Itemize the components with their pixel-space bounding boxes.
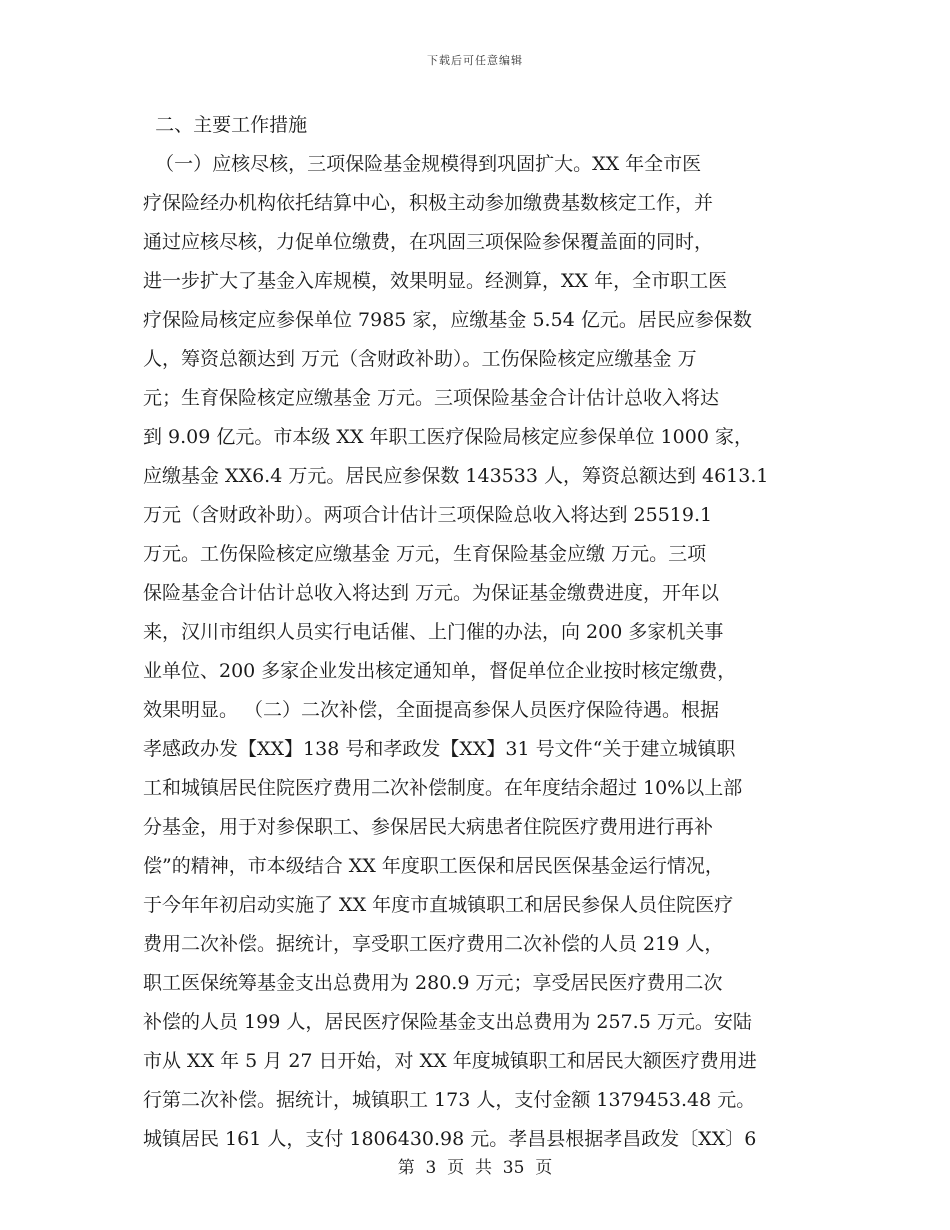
body-text-line: 费用二次补偿。据统计，享受职工医疗费用二次补偿的人员 219 人， [143, 933, 724, 955]
page-footer: 第 3 页 共 35 页 [397, 1158, 553, 1178]
body-text-line: 万元。工伤保险核定应缴基金 万元，生育保险基金应缴 万元。三项 [143, 543, 707, 565]
body-text-line: 元；生育保险核定应缴基金 万元。三项保险基金合计估计总收入将达 [143, 387, 720, 409]
body-text-line: 效果明显。 （二）二次补偿，全面提高参保人员医疗保险待遇。根据 [143, 699, 720, 721]
section-heading: 二、主要工作措施 [143, 114, 308, 136]
body-text-line: 进一步扩大了基金入库规模，效果明显。经测算，XX 年，全市职工医 [143, 270, 728, 292]
body-text-line: 到 9.09 亿元。市本级 XX 年职工医疗保险局核定应参保单位 1000 家， [143, 426, 753, 448]
body-text-line: 保险基金合计估计总收入将达到 万元。为保证基金缴费进度，开年以 [143, 582, 720, 604]
body-text-line: （一）应核尽核，三项保险基金规模得到巩固扩大。XX 年全市医 [143, 153, 702, 175]
body-text-line: 城镇居民 161 人，支付 1806430.98 元。孝昌县根据孝昌政发〔XX〕6 [143, 1128, 757, 1150]
body-text-line: 业单位、200 多家企业发出核定通知单，督促单位企业按时核定缴费， [143, 660, 737, 682]
document-body [143, 106, 823, 1159]
page-header: 下载后可任意编辑 [427, 54, 523, 67]
body-text-line: 通过应核尽核，力促单位缴费，在巩固三项保险参保覆盖面的同时， [143, 231, 714, 253]
body-text-line: 行第二次补偿。据统计，城镇职工 173 人，支付金额 1379453.48 元。 [143, 1089, 756, 1111]
body-text-line: 孝感政办发【XX】138 号和孝政发【XX】31 号文件“关于建立城镇职 [143, 738, 736, 760]
body-text-line: 于今年年初启动实施了 XX 年度市直城镇职工和居民参保人员住院医疗 [143, 894, 734, 916]
body-text-line: 人，筹资总额达到 万元（含财政补助）。工伤保险核定应缴基金 万 [143, 348, 697, 370]
body-text-line: 偿”的精神，市本级结合 XX 年度职工医保和居民医保基金运行情况， [143, 855, 724, 877]
body-text-line: 应缴基金 XX6.4 万元。居民应参保数 143533 人，筹资总额达到 4613.1 [143, 465, 769, 487]
body-text-line: 疗保险局核定应参保单位 7985 家，应缴基金 5.54 亿元。居民应参保数 [143, 309, 752, 331]
body-text-line: 万元（含财政补助）。两项合计估计三项保险总收入将达到 25519.1 [143, 504, 713, 526]
body-text-line: 疗保险经办机构依托结算中心，积极主动参加缴费基数核定工作，并 [143, 192, 714, 214]
body-text-line: 分基金，用于对参保职工、参保居民大病患者住院医疗费用进行再补 [143, 816, 714, 838]
body-text-line: 补偿的人员 199 人，居民医疗保险基金支出总费用为 257.5 万元。安陆 [143, 1011, 752, 1033]
body-text-line: 工和城镇居民住院医疗费用二次补偿制度。在年度结余超过 10%以上部 [143, 777, 743, 799]
body-text-line: 市从 XX 年 5 月 27 日开始，对 XX 年度城镇职工和居民大额医疗费用进 [143, 1050, 757, 1072]
body-text-line: 来，汉川市组织人员实行电话催、上门催的办法，向 200 多家机关事 [143, 621, 724, 643]
body-text-line: 职工医保统筹基金支出总费用为 280.9 万元；享受居民医疗费用二次 [143, 972, 723, 994]
